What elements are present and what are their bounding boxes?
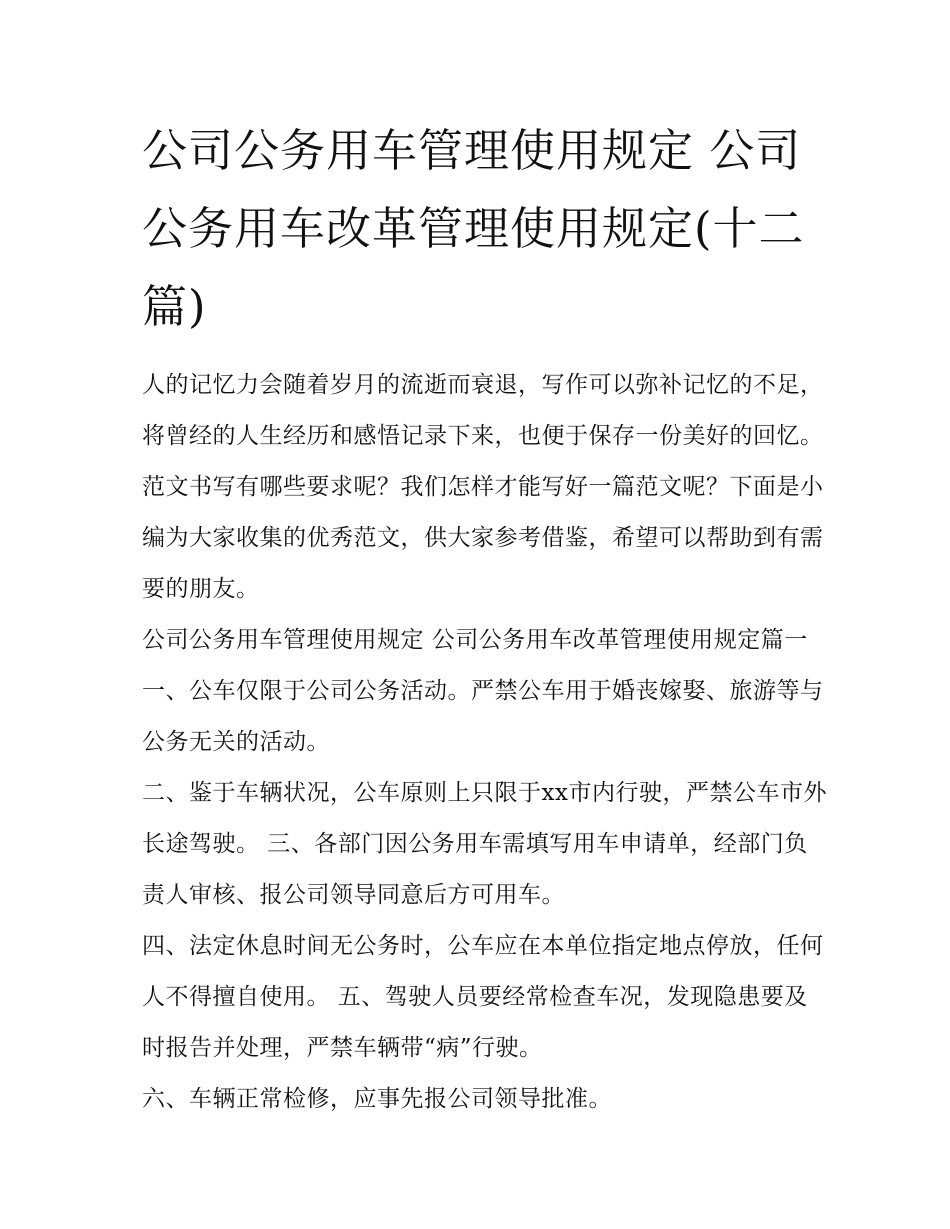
intro-paragraph: 人的记忆力会随着岁月的流逝而衰退，写作可以弥补记忆的不足，将曾经的人生经历和感悟记录下来，也便于保存一份美好的回忆。范文书写有哪些要求呢？我们怎样才能写好一篇范文呢？下面是小编为大家收集的优秀范文，供大家参考借鉴，希望可以帮助到有需要的朋友。	[142, 372, 824, 602]
rule-paragraph-2: 二、鉴于车辆状况，公车原则上只限于xx市内行驶，严禁公车市外长途驾驶。 三、各部门因公务用车需填写用车申请单，经部门负责人审核、报公司领导同意后方可用车。	[142, 780, 827, 908]
rule-paragraph-3: 四、法定休息时间无公务时，公车应在本单位指定地点停放，任何人不得擅自使用。 五、驾驶人员要经常检查车况，发现隐患要及时报告并处理，严禁车辆带“病”行驶。	[142, 933, 824, 1061]
rule-paragraph-4: 六、车辆正常检修，应事先报公司领导批准。	[142, 1086, 612, 1112]
rule-paragraph-1: 公司公务用车管理使用规定 公司公务用车改革管理使用规定篇一 一、公车仅限于公司公务活动。严禁公车用于婚丧嫁娶、旅游等与公务无关的活动。	[142, 627, 824, 755]
document-title: 公司公务用车管理使用规定 公司公务用车改革管理使用规定(十二篇)	[142, 124, 805, 333]
